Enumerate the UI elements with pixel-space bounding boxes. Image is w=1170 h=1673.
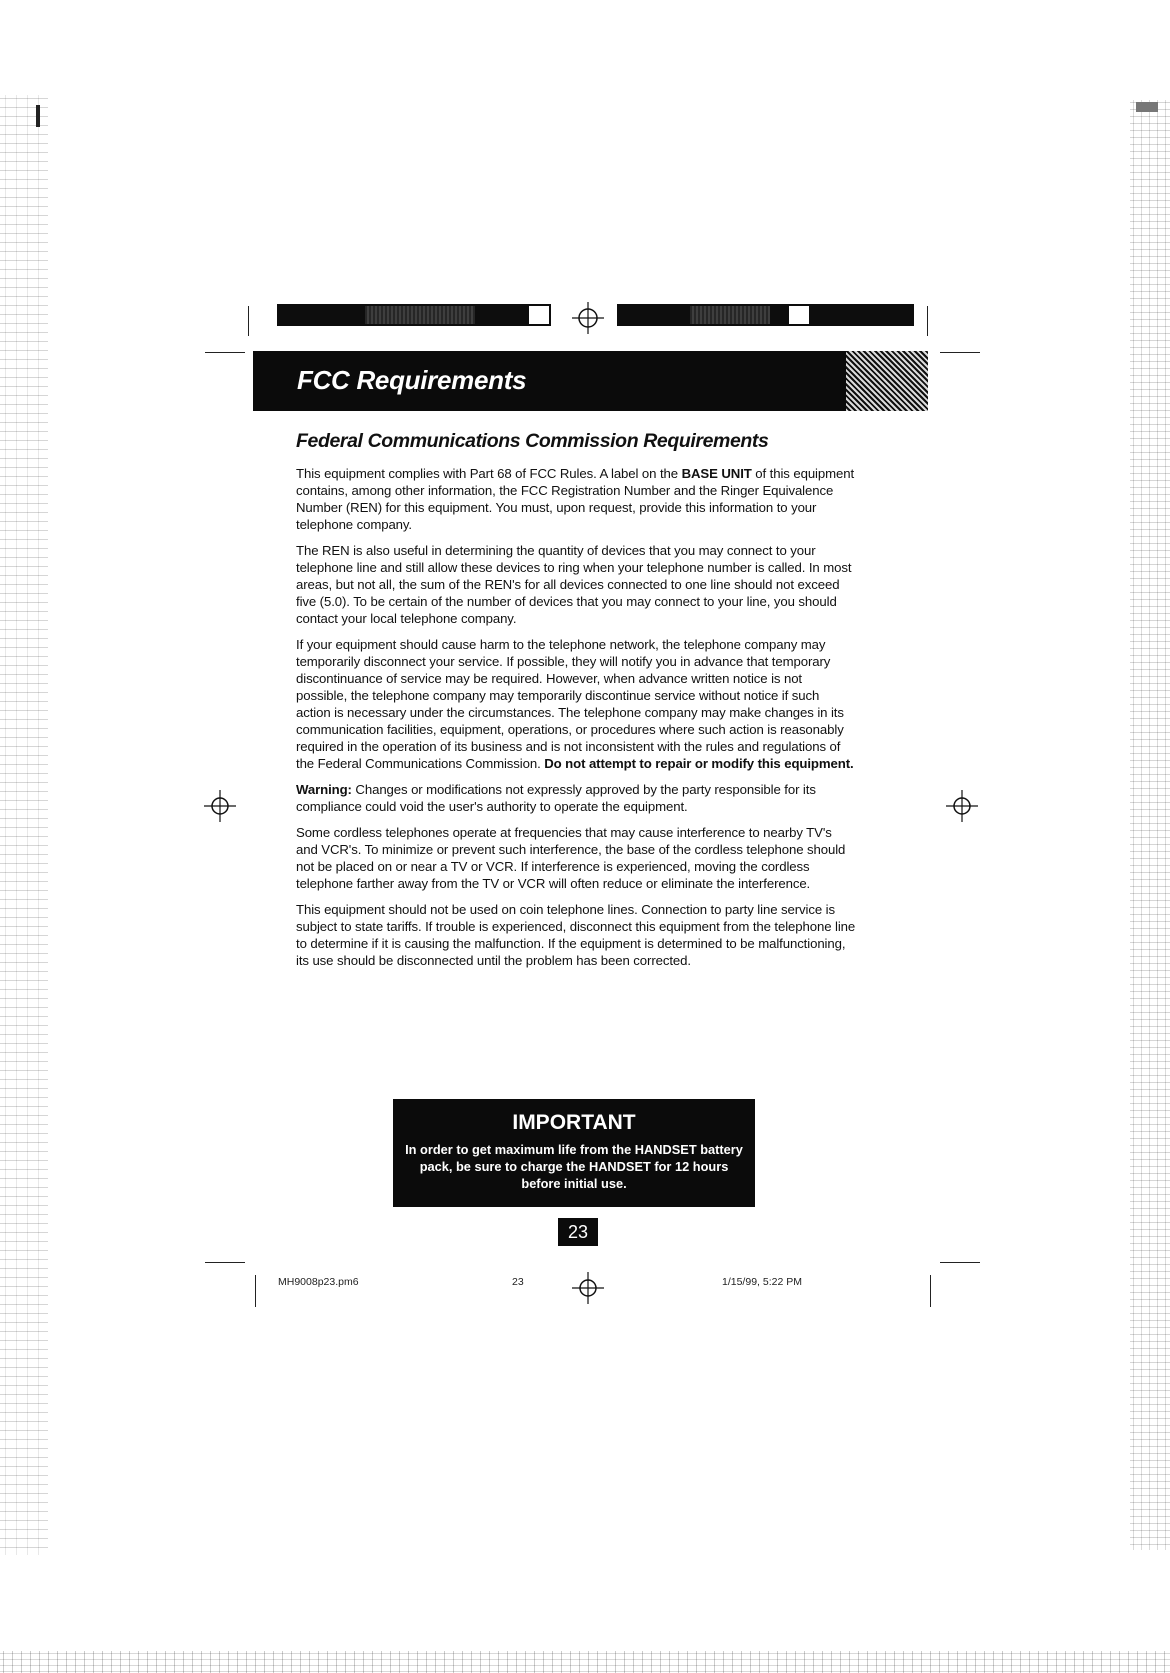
paragraph-text: Changes or modifications not expressly approved by the party responsible for its compliance could void the user's authority to operate the equipment. [296, 782, 816, 814]
slug-filename: MH9008p23.pm6 [278, 1276, 359, 1288]
scan-mark [1136, 102, 1158, 112]
important-title: IMPORTANT [512, 1111, 636, 1134]
registration-crosshair-icon [570, 1270, 606, 1306]
trim-mark [930, 1275, 931, 1307]
paragraph-text: This equipment complies with Part 68 of FCC Rules. A label on the [296, 466, 682, 481]
registration-box [527, 304, 551, 326]
slug-timestamp: 1/15/99, 5:22 PM [722, 1276, 802, 1288]
paragraph-interference: Some cordless telephones operate at frequencies that may cause interference to nearby TV's and VCR's. To minimize or prevent such interference, the base of the cordless telephone should not be placed on or near a TV or VCR. If interference is experienced, moving the cordless telephone farther away from the TV or VCR will often reduce or eliminate the interference. [296, 825, 846, 891]
paragraph-text: If your equipment should cause harm to the telephone network, the telephone company may temporarily disconnect your service. If possible, they will notify you in advance that temporary discontinuance of service may be required. However, when advance written notice is not possible, the telephone company may temporarily discontinue service without notice if such action is necessary under the circumstances. The telephone company may make changes in its communication facilities, equipment, operations, or procedures where such action is reasonably required in the operation of its business and is not inconsistent with the rules and regulations of the Federal Communications Commission. [296, 637, 844, 771]
scan-edge-bottom [0, 1651, 1170, 1673]
registration-texture [365, 306, 475, 324]
paragraph-network-harm [296, 636, 856, 772]
registration-bar [811, 304, 914, 326]
trim-mark [205, 352, 245, 353]
slug-page: 23 [512, 1276, 524, 1288]
trim-mark [940, 1262, 980, 1263]
registration-box [787, 304, 811, 326]
registration-texture [690, 306, 770, 324]
important-text: In order to get maximum life from the HANDSET battery pack, be sure to charge the HANDSET for 12 hours before initial use. [405, 1142, 743, 1191]
repair-warning-emphasis: Do not attempt to repair or modify this equipment. [544, 756, 854, 771]
paragraph-warning [296, 781, 856, 815]
page-title: FCC Requirements [297, 365, 527, 395]
paragraph-text: of this equipment contains, among other information, the FCC Registration Number and the Ringer Equivalence Number (REN) for this equipment. You must, upon request, provide this information to your telephone company. [296, 466, 855, 532]
scan-edge-right [1130, 100, 1170, 1550]
paragraph-base-unit-label [296, 465, 856, 533]
registration-crosshair-icon [570, 300, 606, 336]
header-texture [846, 351, 928, 411]
scan-edge-left [0, 95, 48, 1555]
registration-crosshair-icon [944, 788, 980, 824]
important-callout [393, 1099, 755, 1207]
warning-label: Warning: [296, 782, 352, 797]
trim-tick [248, 306, 249, 336]
trim-tick [927, 306, 928, 336]
trim-mark [205, 1262, 245, 1263]
main-content [296, 430, 856, 978]
paragraph-ren: The REN is also useful in determining the quantity of devices that you may connect to your telephone line and still allow these devices to ring when your telephone number is called. In most areas, but not all, the sum of the REN's for all devices connected to one line should not exceed five (5.0). To be certain of the number of devices that you may connect to your line, you should contact your local telephone company. [296, 543, 852, 626]
section-title: Federal Communications Commission Requirements [296, 430, 769, 452]
page-number: 23 [558, 1218, 598, 1246]
trim-mark [255, 1275, 256, 1307]
registration-crosshair-icon [202, 788, 238, 824]
trim-mark [940, 352, 980, 353]
paragraph-coin-lines: This equipment should not be used on coin telephone lines. Connection to party line service is subject to state tariffs. If trouble is experienced, disconnect this equipment from the telephone line to determine if it is causing the malfunction. If the equipment is determined to be malfunctioning, its use should be disconnected until the problem has been corrected. [296, 902, 856, 968]
scan-mark [36, 105, 40, 127]
section-header-band [253, 351, 928, 411]
base-unit-emphasis: BASE UNIT [681, 466, 752, 481]
